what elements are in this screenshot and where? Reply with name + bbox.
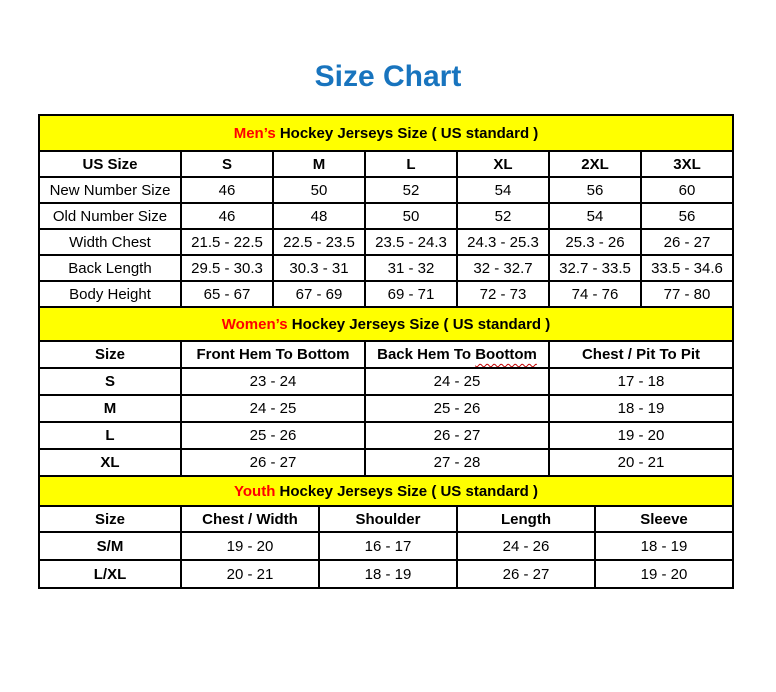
row-label: Old Number Size — [39, 203, 181, 229]
size-value: 19 - 20 — [181, 532, 319, 560]
column-header: Length — [457, 506, 595, 532]
size-value: 74 - 76 — [549, 281, 641, 307]
misspelled-word: Boottom — [475, 346, 537, 363]
size-value: 18 - 19 — [319, 560, 457, 588]
column-header-row — [39, 341, 733, 368]
column-header: 2XL — [549, 151, 641, 177]
size-value: 56 — [549, 177, 641, 203]
size-value: 26 - 27 — [457, 560, 595, 588]
table-row — [39, 449, 733, 476]
table-row — [39, 395, 733, 422]
column-header: S — [181, 151, 273, 177]
size-value: 30.3 - 31 — [273, 255, 365, 281]
row-label: Body Height — [39, 281, 181, 307]
mens-band-row — [39, 115, 733, 151]
size-value: 72 - 73 — [457, 281, 549, 307]
size-value: 60 — [641, 177, 733, 203]
size-value: 25 - 26 — [181, 422, 365, 449]
column-header: 3XL — [641, 151, 733, 177]
womens-size-table — [38, 306, 734, 477]
column-header: XL — [457, 151, 549, 177]
table-row — [39, 560, 733, 588]
mens-band — [39, 115, 733, 151]
size-value: 54 — [457, 177, 549, 203]
womens-band-accent-text: Women’s — [221, 315, 288, 333]
column-header: Shoulder — [319, 506, 457, 532]
size-value: 46 — [181, 203, 273, 229]
size-value: 17 - 18 — [549, 368, 733, 395]
row-label: S/M — [39, 532, 181, 560]
size-value: 54 — [549, 203, 641, 229]
size-value: 24 - 25 — [365, 368, 549, 395]
column-header: L — [365, 151, 457, 177]
youth-band-accent-text: Youth — [234, 482, 276, 500]
column-header: Size — [39, 341, 181, 368]
column-header: Front Hem To Bottom — [181, 341, 365, 368]
row-label: L/XL — [39, 560, 181, 588]
size-value: 26 - 27 — [365, 422, 549, 449]
table-row — [39, 532, 733, 560]
size-value: 26 - 27 — [181, 449, 365, 476]
size-value: 23 - 24 — [181, 368, 365, 395]
page-title: Size Chart — [314, 60, 462, 93]
size-chart — [38, 114, 734, 589]
size-value: 33.5 - 34.6 — [641, 255, 733, 281]
row-label: Back Length — [39, 255, 181, 281]
size-value: 56 — [641, 203, 733, 229]
size-value: 19 - 20 — [549, 422, 733, 449]
table-row — [39, 422, 733, 449]
table-row — [39, 368, 733, 395]
size-value: 24 - 26 — [457, 532, 595, 560]
womens-band-row — [39, 307, 733, 341]
womens-band — [39, 307, 733, 341]
size-value: 24 - 25 — [181, 395, 365, 422]
row-label: M — [39, 395, 181, 422]
row-label: S — [39, 368, 181, 395]
row-label: New Number Size — [39, 177, 181, 203]
size-value: 67 - 69 — [273, 281, 365, 307]
size-value: 25 - 26 — [365, 395, 549, 422]
row-label: L — [39, 422, 181, 449]
size-value: 46 — [181, 177, 273, 203]
size-value: 50 — [365, 203, 457, 229]
size-value: 50 — [273, 177, 365, 203]
womens-band-text: Hockey Jerseys Size ( US standard ) — [287, 315, 551, 333]
size-value: 52 — [457, 203, 549, 229]
womens-size-table-body — [39, 307, 733, 476]
column-header: Sleeve — [595, 506, 733, 532]
table-row — [39, 203, 733, 229]
column-header-row — [39, 151, 733, 177]
youth-size-table — [38, 475, 734, 589]
size-value: 69 - 71 — [365, 281, 457, 307]
youth-band — [39, 476, 733, 506]
size-value: 24.3 - 25.3 — [457, 229, 549, 255]
size-value: 65 - 67 — [181, 281, 273, 307]
row-label: Width Chest — [39, 229, 181, 255]
size-value: 52 — [365, 177, 457, 203]
size-value: 48 — [273, 203, 365, 229]
youth-band-text: Hockey Jerseys Size ( US standard ) — [275, 482, 538, 500]
size-value: 29.5 - 30.3 — [181, 255, 273, 281]
column-header-row — [39, 506, 733, 532]
mens-size-table-body — [39, 115, 733, 307]
size-value: 18 - 19 — [595, 532, 733, 560]
size-value: 19 - 20 — [595, 560, 733, 588]
table-row — [39, 255, 733, 281]
column-header: US Size — [39, 151, 181, 177]
size-value: 18 - 19 — [549, 395, 733, 422]
table-row — [39, 229, 733, 255]
column-header: M — [273, 151, 365, 177]
size-value: 25.3 - 26 — [549, 229, 641, 255]
size-value: 77 - 80 — [641, 281, 733, 307]
column-header: Chest / Width — [181, 506, 319, 532]
table-row — [39, 281, 733, 307]
size-value: 23.5 - 24.3 — [365, 229, 457, 255]
size-value: 21.5 - 22.5 — [181, 229, 273, 255]
size-value: 32.7 - 33.5 — [549, 255, 641, 281]
column-header-text: Back Hem To — [377, 346, 476, 363]
size-value: 20 - 21 — [181, 560, 319, 588]
youth-band-row — [39, 476, 733, 506]
size-value: 27 - 28 — [365, 449, 549, 476]
row-label: XL — [39, 449, 181, 476]
size-value: 32 - 32.7 — [457, 255, 549, 281]
youth-size-table-body — [39, 476, 733, 588]
size-value: 20 - 21 — [549, 449, 733, 476]
column-header — [365, 341, 549, 368]
size-value: 31 - 32 — [365, 255, 457, 281]
table-row — [39, 177, 733, 203]
column-header: Chest / Pit To Pit — [549, 341, 733, 368]
size-value: 22.5 - 23.5 — [273, 229, 365, 255]
size-value: 16 - 17 — [319, 532, 457, 560]
size-value: 26 - 27 — [641, 229, 733, 255]
mens-band-text: Hockey Jerseys Size ( US standard ) — [275, 124, 539, 142]
column-header: Size — [39, 506, 181, 532]
mens-size-table — [38, 114, 734, 308]
mens-band-accent-text: Men’s — [233, 124, 276, 142]
